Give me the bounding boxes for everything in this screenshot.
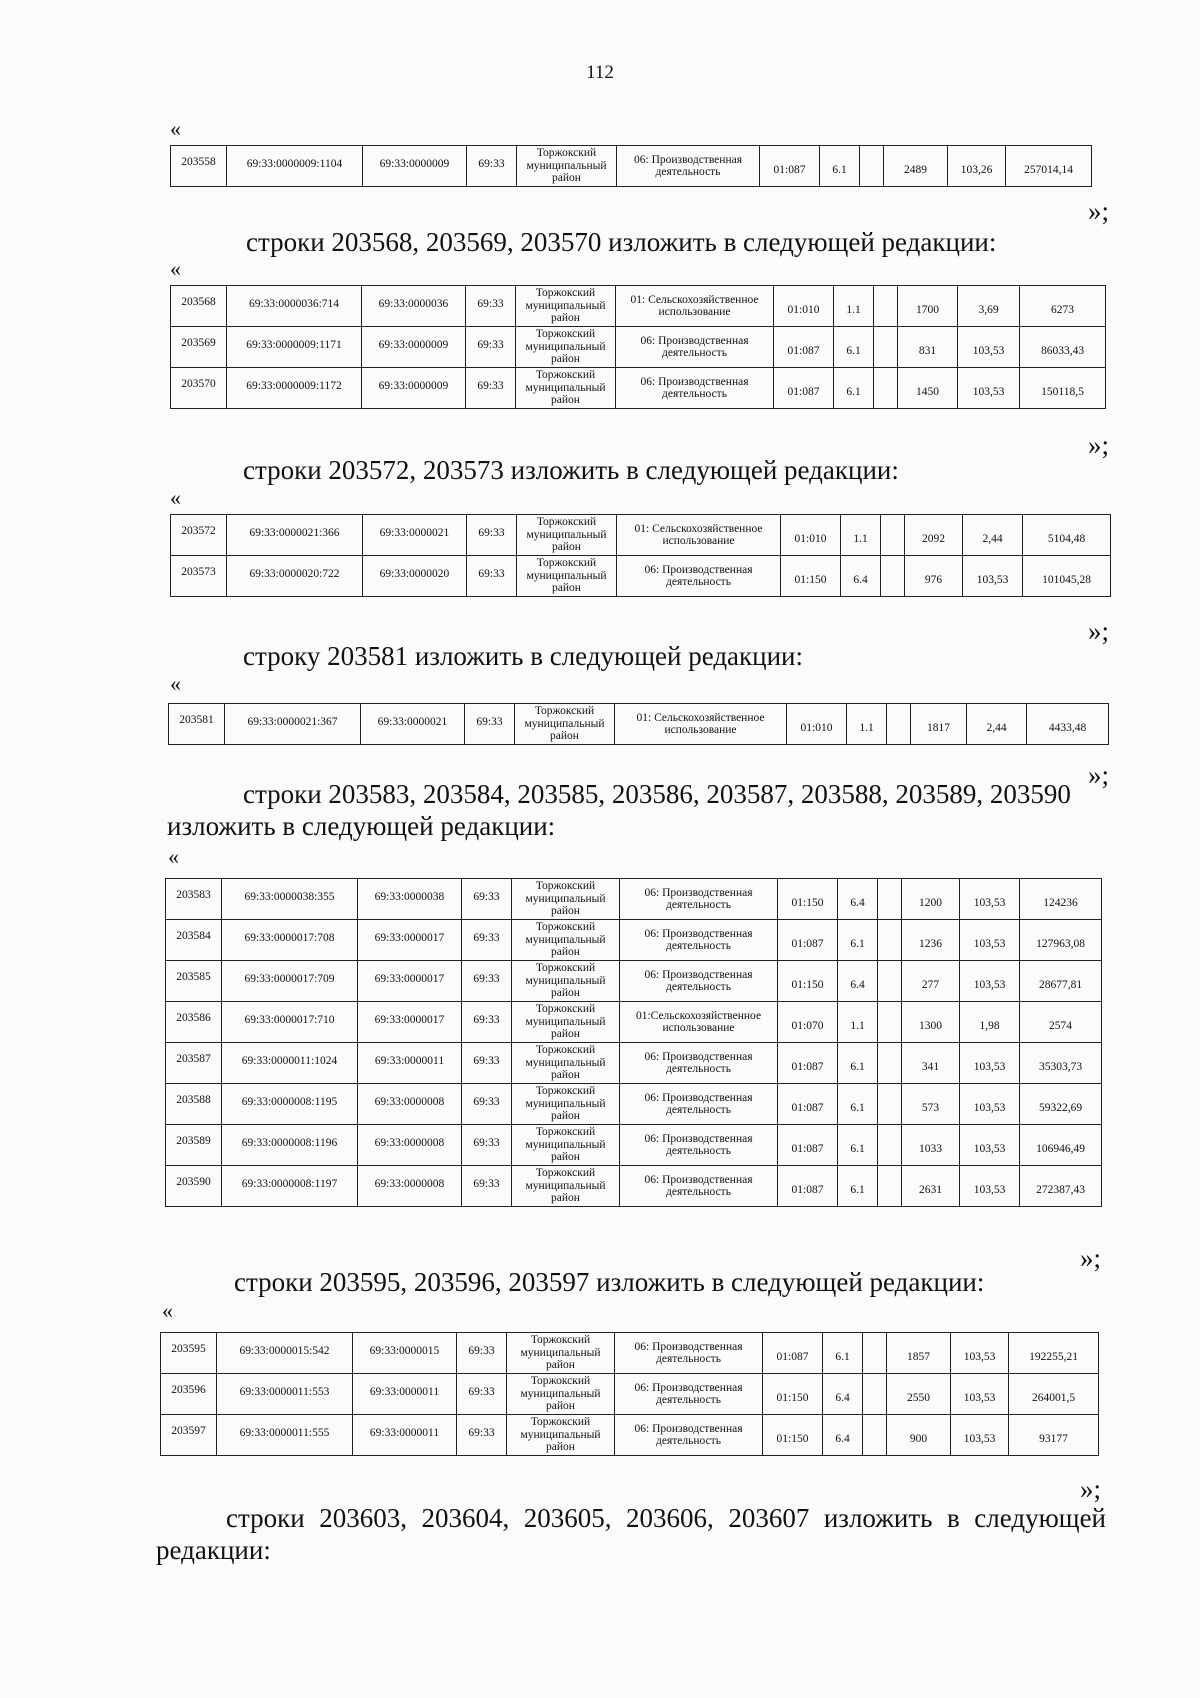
close-quote: »; [1080,1243,1102,1273]
section-instruction: строки 203572, 203573 изложить в следующей редакции: [243,455,899,485]
district-code-cell: 69:33 [462,1084,512,1125]
area-cell: 1450 [898,368,958,409]
table-row [166,1002,1102,1043]
land-use-type-cell: 06: Производственная деятельность [615,1374,763,1415]
record-number-cell: 203573 [171,556,227,597]
close-quote: »; [1080,1474,1102,1504]
area-cell: 1817 [911,704,967,745]
close-quote: »; [1088,760,1110,790]
cadastral-value-cell: 272387,43 [1020,1166,1102,1207]
specific-value-cell: 103,53 [951,1374,1009,1415]
empty-cell-cell [878,1043,902,1084]
table-row [166,961,1102,1002]
cadastral-value-cell: 86033,43 [1020,327,1106,368]
open-quote: « [170,485,181,510]
area-cell: 573 [902,1084,960,1125]
records-table [170,285,1106,409]
area-cell: 1236 [902,920,960,961]
area-cell: 2092 [905,515,963,556]
district-code-cell: 69:33 [466,368,516,409]
group-code-cell: 1.1 [841,515,881,556]
district-name-cell: Торжокский муниципальный район [512,961,620,1002]
use-code-cell: 01:010 [787,704,847,745]
use-code-cell: 01:087 [774,368,834,409]
record-number-cell: 203583 [166,879,222,920]
cadastral-value-cell: 2574 [1020,1002,1102,1043]
district-name-cell: Торжокский муниципальный район [507,1333,615,1374]
use-code-cell: 01:150 [763,1374,823,1415]
land-use-type-cell: 06: Производственная деятельность [615,1333,763,1374]
table-row [161,1374,1099,1415]
land-use-type-cell: 01: Сельскохозяйственное использование [617,515,781,556]
empty-cell-cell [878,1125,902,1166]
district-code-cell: 69:33 [462,1002,512,1043]
cadastral-value-cell: 28677,81 [1020,961,1102,1002]
cadastral-quarter-cell: 69:33:0000017 [358,961,462,1002]
specific-value-cell: 103,53 [960,1125,1020,1166]
district-name-cell: Торжокский муниципальный район [516,327,616,368]
district-code-cell: 69:33 [462,1125,512,1166]
cadastral-quarter-cell: 69:33:0000008 [358,1084,462,1125]
cadastral-number-cell: 69:33:0000009:1171 [227,327,362,368]
cadastral-number-cell: 69:33:0000021:367 [225,704,361,745]
specific-value-cell: 1,98 [960,1002,1020,1043]
group-code-cell: 6.1 [820,146,860,187]
specific-value-cell: 103,53 [960,1084,1020,1125]
area-cell: 1033 [902,1125,960,1166]
cadastral-value-cell: 257014,14 [1006,146,1092,187]
empty-cell-cell [881,515,905,556]
group-code-cell: 6.1 [838,1084,878,1125]
district-code-cell: 69:33 [462,1043,512,1084]
records-table [168,703,1109,745]
area-cell: 831 [898,327,958,368]
cadastral-value-cell: 192255,21 [1009,1333,1099,1374]
records-table [160,1332,1099,1456]
district-code-cell: 69:33 [467,556,517,597]
table-row [166,1125,1102,1166]
use-code-cell: 01:087 [778,1125,838,1166]
record-number-cell: 203568 [171,286,227,327]
open-quote: « [170,116,181,141]
record-number-cell: 203588 [166,1084,222,1125]
group-code-cell: 6.1 [838,1043,878,1084]
district-name-cell: Торжокский муниципальный район [512,1002,620,1043]
cadastral-value-cell: 6273 [1020,286,1106,327]
empty-cell-cell [860,146,884,187]
specific-value-cell: 2,44 [963,515,1023,556]
group-code-cell: 6.4 [823,1415,863,1456]
cadastral-number-cell: 69:33:0000015:542 [217,1333,353,1374]
use-code-cell: 01:087 [778,920,838,961]
empty-cell-cell [863,1333,887,1374]
cadastral-value-cell: 124236 [1020,879,1102,920]
table-row [171,368,1106,409]
cadastral-quarter-cell: 69:33:0000009 [362,368,466,409]
open-quote: « [168,844,179,869]
cadastral-quarter-cell: 69:33:0000021 [361,704,465,745]
empty-cell-cell [863,1415,887,1456]
land-use-type-cell: 01: Сельскохозяйственное использование [616,286,774,327]
record-number-cell: 203590 [166,1166,222,1207]
area-cell: 900 [887,1415,951,1456]
district-code-cell: 69:33 [466,286,516,327]
record-number-cell: 203596 [161,1374,217,1415]
record-number-cell: 203585 [166,961,222,1002]
cadastral-value-cell: 101045,28 [1023,556,1111,597]
section-instruction: строки 203583, 203584, 203585, 203586, 203587, 203588, 203589, 203590 изложить в следующей редакции: [167,779,1071,841]
close-quote: »; [1088,430,1110,460]
specific-value-cell: 103,53 [960,961,1020,1002]
table-row [171,146,1092,187]
cadastral-value-cell: 4433,48 [1027,704,1109,745]
use-code-cell: 01:087 [778,1043,838,1084]
area-cell: 2550 [887,1374,951,1415]
cadastral-quarter-cell: 69:33:0000036 [362,286,466,327]
record-number-cell: 203589 [166,1125,222,1166]
cadastral-number-cell: 69:33:0000008:1197 [222,1166,358,1207]
empty-cell-cell [887,704,911,745]
group-code-cell: 6.1 [838,1125,878,1166]
land-use-type-cell: 01:Сельскохозяйственное использование [620,1002,778,1043]
area-cell: 1700 [898,286,958,327]
district-name-cell: Торжокский муниципальный район [507,1374,615,1415]
table-row [161,1333,1099,1374]
specific-value-cell: 103,53 [960,879,1020,920]
table-row [166,920,1102,961]
cadastral-number-cell: 69:33:0000008:1196 [222,1125,358,1166]
group-code-cell: 1.1 [838,1002,878,1043]
land-use-type-cell: 06: Производственная деятельность [620,1043,778,1084]
cadastral-number-cell: 69:33:0000017:710 [222,1002,358,1043]
table-row [166,1084,1102,1125]
use-code-cell: 01:010 [781,515,841,556]
record-number-cell: 203558 [171,146,227,187]
group-code-cell: 6.4 [838,961,878,1002]
district-name-cell: Торжокский муниципальный район [516,368,616,409]
area-cell: 1200 [902,879,960,920]
specific-value-cell: 2,44 [967,704,1027,745]
record-number-cell: 203570 [171,368,227,409]
district-code-cell: 69:33 [466,327,516,368]
table-row [171,286,1106,327]
cadastral-value-cell: 106946,49 [1020,1125,1102,1166]
cadastral-number-cell: 69:33:0000011:555 [217,1415,353,1456]
use-code-cell: 01:150 [781,556,841,597]
record-number-cell: 203569 [171,327,227,368]
section-instruction: строки 203595, 203596, 203597 изложить в следующей редакции: [234,1267,985,1297]
table-row [166,879,1102,920]
use-code-cell: 01:150 [778,961,838,1002]
group-code-cell: 6.4 [841,556,881,597]
specific-value-cell: 103,53 [960,920,1020,961]
district-code-cell: 69:33 [462,920,512,961]
specific-value-cell: 103,53 [951,1415,1009,1456]
record-number-cell: 203595 [161,1333,217,1374]
land-use-type-cell: 06: Производственная деятельность [616,327,774,368]
district-name-cell: Торжокский муниципальный район [507,1415,615,1456]
table-row [161,1415,1099,1456]
table-row [169,704,1109,745]
empty-cell-cell [878,961,902,1002]
use-code-cell: 01:150 [763,1415,823,1456]
cadastral-number-cell: 69:33:0000017:709 [222,961,358,1002]
records-table [170,145,1092,187]
use-code-cell: 01:087 [774,327,834,368]
records-table [170,514,1111,597]
record-number-cell: 203586 [166,1002,222,1043]
district-name-cell: Торжокский муниципальный район [517,556,617,597]
group-code-cell: 6.1 [838,1166,878,1207]
cadastral-quarter-cell: 69:33:0000009 [362,327,466,368]
cadastral-quarter-cell: 69:33:0000020 [363,556,467,597]
cadastral-value-cell: 150118,5 [1020,368,1106,409]
empty-cell-cell [878,879,902,920]
land-use-type-cell: 06: Производственная деятельность [620,920,778,961]
empty-cell-cell [878,1002,902,1043]
cadastral-quarter-cell: 69:33:0000017 [358,1002,462,1043]
empty-cell-cell [878,1166,902,1207]
area-cell: 2489 [884,146,948,187]
district-code-cell: 69:33 [465,704,515,745]
use-code-cell: 01:070 [778,1002,838,1043]
specific-value-cell: 103,53 [958,368,1020,409]
empty-cell-cell [878,920,902,961]
cadastral-value-cell: 35303,73 [1020,1043,1102,1084]
cadastral-value-cell: 264001,5 [1009,1374,1099,1415]
land-use-type-cell: 06: Производственная деятельность [620,879,778,920]
cadastral-quarter-cell: 69:33:0000008 [358,1166,462,1207]
district-name-cell: Торжокский муниципальный район [512,1084,620,1125]
final-instruction: строки 203603, 203604, 203605, 203606, 203607 изложить в следующей редакции: [156,1503,1106,1565]
use-code-cell: 01:150 [778,879,838,920]
group-code-cell: 6.1 [834,327,874,368]
area-cell: 2631 [902,1166,960,1207]
cadastral-quarter-cell: 69:33:0000021 [363,515,467,556]
group-code-cell: 1.1 [834,286,874,327]
record-number-cell: 203597 [161,1415,217,1456]
area-cell: 1857 [887,1333,951,1374]
district-name-cell: Торжокский муниципальный район [517,146,617,187]
specific-value-cell: 3,69 [958,286,1020,327]
group-code-cell: 6.4 [838,879,878,920]
open-quote: « [162,1298,173,1323]
empty-cell-cell [874,286,898,327]
district-code-cell: 69:33 [467,146,517,187]
district-code-cell: 69:33 [457,1374,507,1415]
land-use-type-cell: 06: Производственная деятельность [617,146,760,187]
empty-cell-cell [863,1374,887,1415]
page-number: 112 [586,62,614,83]
section-instruction: строку 203581 изложить в следующей редакции: [243,641,804,671]
land-use-type-cell: 06: Производственная деятельность [615,1415,763,1456]
district-code-cell: 69:33 [462,961,512,1002]
cadastral-number-cell: 69:33:0000009:1104 [227,146,363,187]
district-name-cell: Торжокский муниципальный район [512,1166,620,1207]
area-cell: 341 [902,1043,960,1084]
district-name-cell: Торжокский муниципальный район [512,1125,620,1166]
area-cell: 277 [902,961,960,1002]
specific-value-cell: 103,53 [963,556,1023,597]
district-name-cell: Торжокский муниципальный район [515,704,615,745]
district-code-cell: 69:33 [457,1333,507,1374]
close-quote: »; [1088,196,1110,226]
specific-value-cell: 103,53 [960,1043,1020,1084]
cadastral-value-cell: 93177 [1009,1415,1099,1456]
table-row [171,327,1106,368]
cadastral-number-cell: 69:33:0000020:722 [227,556,363,597]
district-name-cell: Торжокский муниципальный район [517,515,617,556]
use-code-cell: 01:087 [778,1166,838,1207]
land-use-type-cell: 06: Производственная деятельность [620,1166,778,1207]
group-code-cell: 6.4 [823,1374,863,1415]
specific-value-cell: 103,26 [948,146,1006,187]
district-code-cell: 69:33 [462,879,512,920]
use-code-cell: 01:087 [778,1084,838,1125]
empty-cell-cell [878,1084,902,1125]
district-name-cell: Торжокский муниципальный район [512,879,620,920]
cadastral-number-cell: 69:33:0000011:1024 [222,1043,358,1084]
group-code-cell: 6.1 [838,920,878,961]
group-code-cell: 6.1 [834,368,874,409]
open-quote: « [170,256,181,281]
district-code-cell: 69:33 [467,515,517,556]
use-code-cell: 01:087 [763,1333,823,1374]
cadastral-number-cell: 69:33:0000009:1172 [227,368,362,409]
land-use-type-cell: 06: Производственная деятельность [620,1084,778,1125]
group-code-cell: 6.1 [823,1333,863,1374]
area-cell: 1300 [902,1002,960,1043]
cadastral-number-cell: 69:33:0000021:366 [227,515,363,556]
open-quote: « [170,671,181,696]
use-code-cell: 01:087 [760,146,820,187]
cadastral-quarter-cell: 69:33:0000017 [358,920,462,961]
cadastral-quarter-cell: 69:33:0000038 [358,879,462,920]
cadastral-number-cell: 69:33:0000017:708 [222,920,358,961]
record-number-cell: 203572 [171,515,227,556]
cadastral-number-cell: 69:33:0000008:1195 [222,1084,358,1125]
table-row [171,515,1111,556]
group-code-cell: 1.1 [847,704,887,745]
use-code-cell: 01:010 [774,286,834,327]
cadastral-value-cell: 127963,08 [1020,920,1102,961]
empty-cell-cell [881,556,905,597]
empty-cell-cell [874,327,898,368]
district-name-cell: Торжокский муниципальный район [516,286,616,327]
cadastral-quarter-cell: 69:33:0000011 [353,1374,457,1415]
district-code-cell: 69:33 [457,1415,507,1456]
district-name-cell: Торжокский муниципальный район [512,920,620,961]
district-name-cell: Торжокский муниципальный район [512,1043,620,1084]
table-row [166,1166,1102,1207]
records-table [165,878,1102,1207]
cadastral-quarter-cell: 69:33:0000011 [353,1415,457,1456]
cadastral-number-cell: 69:33:0000036:714 [227,286,362,327]
land-use-type-cell: 06: Производственная деятельность [620,1125,778,1166]
land-use-type-cell: 06: Производственная деятельность [617,556,781,597]
table-row [166,1043,1102,1084]
specific-value-cell: 103,53 [951,1333,1009,1374]
record-number-cell: 203581 [169,704,225,745]
land-use-type-cell: 06: Производственная деятельность [616,368,774,409]
cadastral-number-cell: 69:33:0000011:553 [217,1374,353,1415]
record-number-cell: 203587 [166,1043,222,1084]
specific-value-cell: 103,53 [960,1166,1020,1207]
record-number-cell: 203584 [166,920,222,961]
empty-cell-cell [874,368,898,409]
cadastral-quarter-cell: 69:33:0000008 [358,1125,462,1166]
close-quote: »; [1088,616,1110,646]
cadastral-value-cell: 5104,48 [1023,515,1111,556]
district-code-cell: 69:33 [462,1166,512,1207]
cadastral-quarter-cell: 69:33:0000015 [353,1333,457,1374]
cadastral-quarter-cell: 69:33:0000009 [363,146,467,187]
section-instruction: строки 203568, 203569, 203570 изложить в следующей редакции: [246,227,997,257]
cadastral-value-cell: 59322,69 [1020,1084,1102,1125]
cadastral-quarter-cell: 69:33:0000011 [358,1043,462,1084]
table-row [171,556,1111,597]
area-cell: 976 [905,556,963,597]
cadastral-number-cell: 69:33:0000038:355 [222,879,358,920]
land-use-type-cell: 01: Сельскохозяйственное использование [615,704,787,745]
specific-value-cell: 103,53 [958,327,1020,368]
land-use-type-cell: 06: Производственная деятельность [620,961,778,1002]
